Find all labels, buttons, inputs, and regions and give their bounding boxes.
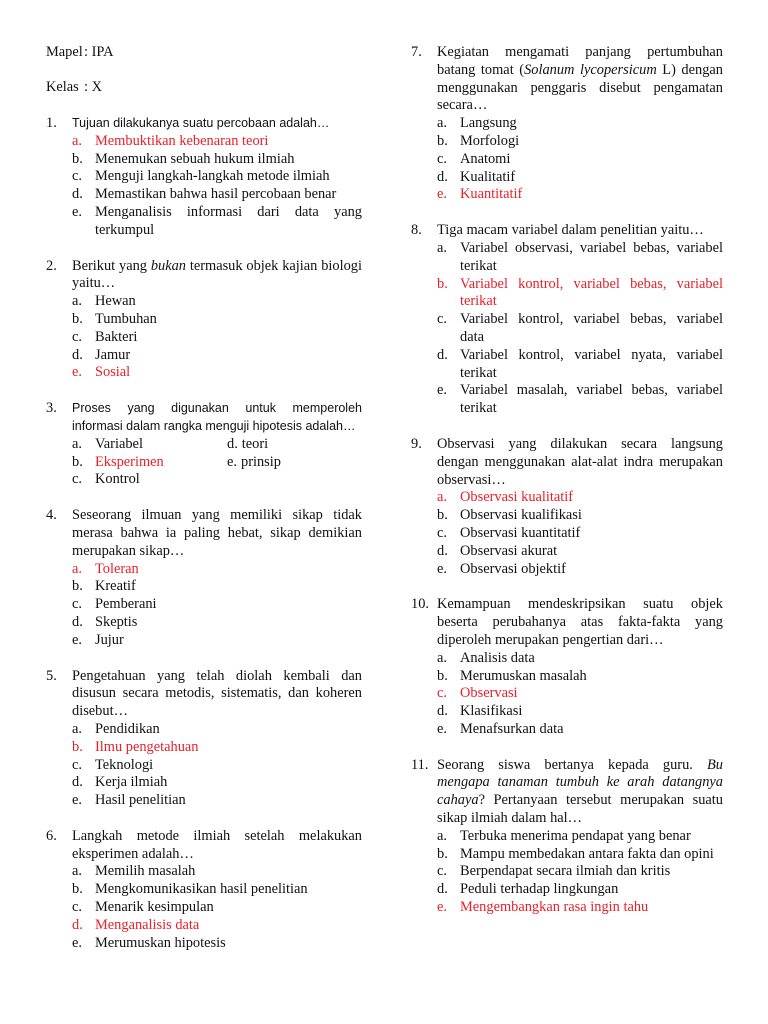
mapel-line [46,44,362,62]
question-text: Kegiatan mengamati panjang pertumbuhan batang tomat (Solanum lycopersicum L) dengan menggunakan penggaris disebut pengamatan secara… [437,44,723,114]
question-11 [411,757,723,917]
option-e[interactable]: e. Menganalisis informasi dari data yang terkumpul [72,203,362,238]
option-e[interactable]: e. Observasi objektif [437,560,566,577]
question-6 [46,828,362,953]
question-3 [46,400,362,489]
question-2 [46,258,362,383]
option-d[interactable]: d. Peduli terhadap lingkungan [437,881,619,898]
question-4 [46,507,362,649]
option-a[interactable]: a. Observasi kualitatif [437,489,574,506]
option-d[interactable]: d. Kerja ilmiah [72,774,168,791]
option-b[interactable]: b. Menemukan sebuah hukum ilmiah [72,150,295,167]
option-a[interactable]: a. Langsung [437,115,517,132]
kelas-line [46,79,362,97]
option-c[interactable]: c. Menguji langkah-langkah metode ilmiah [72,168,330,185]
option-e[interactable]: e. Kuantitatif [437,186,523,203]
option-e[interactable]: e. Sosial [72,364,131,381]
question-text: Proses yang digunakan untuk memperoleh informasi dalam rangka menguji hipotesis adalah… [72,401,362,433]
option-d[interactable]: d. Observasi akurat [437,542,558,559]
question-number: 6. [46,827,57,844]
option-c[interactable]: c. Kontrol [72,471,140,488]
question-number: 8. [411,222,422,239]
option-e[interactable]: e. Merumuskan hipotesis [72,934,226,951]
option-c[interactable]: c. Teknologi [72,756,154,773]
option-c[interactable]: c. Variabel kontrol, variabel bebas, variabel data [437,311,723,345]
right-column [411,44,723,935]
question-number: 9. [411,435,422,452]
question-5 [46,668,362,810]
question-text: Seseorang ilmuan yang memiliki sikap tidak merasa bahwa ia paling hebat, sikap demikian merupakan sikap… [72,507,362,559]
question-text: Pengetahuan yang telah diolah kembali dan disusun secara metodis, sistematis, dan koheren disebut… [72,667,362,720]
option-d[interactable]: d. Jamur [72,346,131,363]
option-d[interactable]: d. Skeptis [72,613,138,630]
question-number: 2. [46,257,57,274]
question-10 [411,596,723,738]
option-d[interactable]: d. Klasifikasi [437,703,523,720]
option-c[interactable]: c. Anatomi [437,150,511,167]
question-number: 7. [411,44,422,60]
question-text: Berikut yang bukan termasuk objek kajian biologi yaitu… [72,257,362,292]
option-b[interactable]: b. Variabel kontrol, variabel bebas, variabel terikat [437,275,723,310]
mapel-key: Mapel [46,44,83,60]
option-e[interactable]: e. Mengembangkan rasa ingin tahu [437,899,649,916]
option-a[interactable]: a. Toleran [72,560,139,577]
option-e[interactable]: e. Jujur [72,631,124,648]
option-d[interactable]: d. Kualitatif [437,168,516,185]
option-d[interactable]: d. Menganalisis data [72,916,200,933]
option-a[interactable]: a. Pendidikan [72,720,160,737]
option-b[interactable]: b. Merumuskan masalah [437,667,587,684]
question-number: 4. [46,507,57,524]
option-a[interactable]: a. Terbuka menerima pendapat yang benar [437,827,691,844]
option-e[interactable]: e. Variabel masalah, variabel bebas, variabel terikat [437,382,723,417]
option-d[interactable]: d. Variabel kontrol, variabel nyata, variabel terikat [437,346,723,381]
question-number: 3. [46,400,57,417]
option-c[interactable]: c. Observasi kuantitatif [437,524,581,541]
option-b[interactable]: b. Observasi kualifikasi [437,507,582,524]
question-number: 10. [411,596,429,613]
option-b[interactable]: b. Morfologi [437,132,520,149]
option-e[interactable]: e. Hasil penelitian [72,792,186,809]
question-text: Seorang siswa bertanya kepada guru. Bu mengapa tanaman tumbuh ke arah datangnya cahaya? Pertanyaan tersebut merupakan suatu sikap ilmiah dalam hal… [437,756,723,827]
option-b[interactable]: b. Kreatif [72,578,136,595]
option-a[interactable]: a. Variabel [72,435,143,452]
kelas-key: Kelas [46,79,79,95]
question-9 [411,436,723,578]
option-d[interactable]: d. Memastikan bahwa hasil percobaan benar [72,186,337,203]
option-c[interactable]: c. Berpendapat secara ilmiah dan kritis [437,863,671,880]
question-number: 1. [46,115,57,131]
option-a[interactable]: a. Hewan [72,293,136,310]
question-text: Langkah metode ilmiah setelah melakukan eksperimen adalah… [72,827,362,862]
option-b[interactable]: b. Mampu membedakan antara fakta dan opini [437,845,714,862]
question-7 [411,44,723,204]
option-c[interactable]: c. Bakteri [72,328,138,345]
option-c[interactable]: c. Observasi [437,685,518,702]
question-8 [411,222,723,418]
question-text: Kemampuan mendeskripsikan suatu objek beserta perubahanya atas fakta-fakta yang diperoleh merupakan pengertian dari… [437,596,723,648]
option-a[interactable]: a. Memilih masalah [72,863,196,880]
option-c[interactable]: c. Pemberani [72,596,157,613]
question-text: Tujuan dilakukanya suatu percobaan adalah… [72,116,330,130]
question-number: 11. [411,756,429,773]
option-b[interactable]: b. Eksperimen [72,453,164,470]
question-1 [46,115,362,240]
option-b[interactable]: b. Mengkomunikasikan hasil penelitian [72,881,308,898]
question-number: 5. [46,667,57,684]
option-a[interactable]: a. Analisis data [437,649,535,666]
kelas-value: : X [84,79,102,95]
question-text: Observasi yang dilakukan secara langsung dengan menggunakan alat-alat indra merupakan observasi… [437,435,723,488]
option-e[interactable]: e. Menafsurkan data [437,720,564,737]
option-a[interactable]: a. Variabel observasi, variabel bebas, variabel terikat [437,239,723,274]
option-d[interactable]: d. teori [227,435,269,452]
option-a[interactable]: a. Membuktikan kebenaran teori [72,132,269,149]
option-b[interactable]: b. Ilmu pengetahuan [72,738,199,755]
mapel-value: : IPA [84,44,114,60]
option-c[interactable]: c. Menarik kesimpulan [72,899,214,916]
question-text: Tiga macam variabel dalam penelitian yaitu… [437,222,704,239]
left-column [46,44,362,970]
option-e[interactable]: e. prinsip [227,453,281,470]
option-b[interactable]: b. Tumbuhan [72,310,157,327]
